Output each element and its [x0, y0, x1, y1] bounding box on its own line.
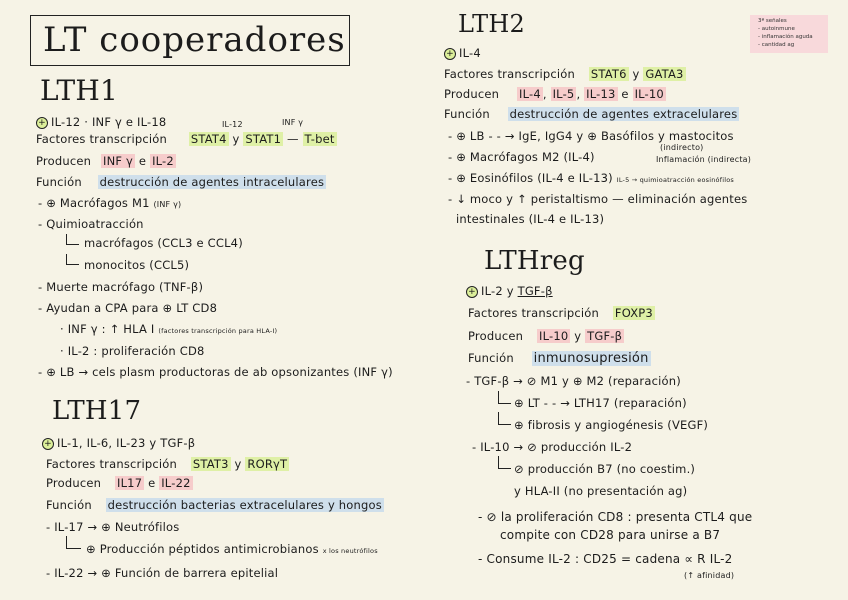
- lth2-bullet-cont: intestinales (IL-4 e IL-13): [456, 212, 605, 226]
- plus-icon: +: [42, 438, 54, 450]
- lthreg-produce-row: Producen IL-10 y TGF-β: [468, 329, 623, 343]
- lth1-tf2-note: INF γ: [282, 118, 304, 127]
- lth2-tf-row: Factores transcripción STAT6 y GATA3: [444, 67, 684, 81]
- title-box: [30, 15, 350, 66]
- lthreg-bullet: - ⊘ la proliferación CD8 : presenta CTL4 que: [478, 510, 753, 524]
- lth17-bullet: - IL-17 → ⊕ Neutrófilos: [46, 520, 180, 534]
- lth17-bullet: - IL-22 → ⊕ Función de barrera epitelial: [46, 566, 279, 580]
- lth1-sub-bullet: monocitos (CCL5): [84, 258, 190, 272]
- lth17-produce-row: Producen IL17 e IL-22: [46, 476, 191, 490]
- lthreg-sub-bullet: ⊘ producción B7 (no coestim.): [514, 462, 696, 476]
- note-line: 3ª señales: [758, 18, 787, 24]
- lth17-heading: LTH17: [52, 396, 142, 426]
- lth1-function-row: Función destrucción de agentes intracelulares: [36, 175, 325, 189]
- lth1-bullet: - Quimioatracción: [38, 217, 144, 231]
- note-line: - autoinmune: [758, 26, 795, 32]
- lth1-bullet: - ⊕ LB → cels plasm productoras de ab opsonizantes (INF γ): [38, 365, 393, 379]
- lth1-induce: + IL-12 · INF γ e IL-18: [36, 115, 166, 129]
- plus-icon: +: [444, 48, 456, 60]
- lthreg-bullet: - Consume IL-2 : CD25 = cadena ∝ R IL-2: [478, 552, 733, 566]
- branch-line: [498, 412, 511, 425]
- lth2-bullet-note: Inflamación (indirecta): [656, 155, 752, 164]
- lth1-bullet: - Muerte macrófago (TNF-β): [38, 280, 204, 294]
- branch-line: [498, 456, 511, 469]
- note-line: - inflamación aguda: [758, 34, 813, 40]
- branch-line: [498, 391, 511, 404]
- lth1-tf1-note: IL-12: [222, 120, 243, 129]
- branch-line: [66, 254, 79, 265]
- branch-line: [66, 536, 81, 549]
- lth2-bullet: - ⊕ Eosinófilos (IL-4 e IL-13) IL-5 → quimioatracción eosinófilos: [448, 171, 734, 185]
- sticky-note: [750, 15, 828, 53]
- lthreg-tf-row: Factores transcripción FOXP3: [468, 306, 653, 320]
- lthreg-function-row: Función inmunosupresión: [468, 351, 649, 366]
- lthreg-induce: + IL-2 y TGF-β: [466, 284, 553, 298]
- lth2-function-row: Función destrucción de agentes extracelulares: [444, 107, 738, 121]
- lthreg-bullet: - TGF-β → ⊘ M1 y ⊕ M2 (reparación): [466, 374, 681, 388]
- plus-icon: +: [36, 117, 48, 129]
- lth1-sub-bullet: · INF γ : ↑ HLA I (factores transcripción para HLA-I): [60, 322, 278, 336]
- lth2-bullet: - ⊕ LB - - → IgE, IgG4 y ⊕ Basófilos y mastocitos: [448, 129, 734, 143]
- lth2-bullet: - ↓ moco y ↑ peristaltismo — eliminación agentes: [448, 192, 748, 206]
- lth1-bullet: - Ayudan a CPA para ⊕ LT CD8: [38, 301, 218, 315]
- lth2-bullet-note: (indirecto): [660, 143, 704, 152]
- page-title: LT cooperadores: [43, 20, 346, 60]
- lthreg-bullet: - IL-10 → ⊘ producción IL-2: [472, 440, 633, 454]
- lth17-function-row: Función destrucción bacterias extracelulares y hongos: [46, 498, 382, 512]
- lth2-heading: LTH2: [458, 10, 525, 38]
- lthreg-sub-bullet: ⊕ fibrosis y angiogénesis (VEGF): [514, 418, 709, 432]
- lthreg-bullet-cont: compite con CD28 para unirse a B7: [500, 528, 721, 542]
- lth2-bullet: - ⊕ Macrófagos M2 (IL-4): [448, 150, 595, 164]
- lth2-produce-row: Producen IL-4 , IL-5 , IL-13 e IL-10: [444, 87, 664, 101]
- lth2-induce: + IL-4: [444, 46, 481, 60]
- lthreg-sub-bullet: y HLA-II (no presentación ag): [514, 484, 688, 498]
- note-line: - cantidad ag: [758, 42, 795, 48]
- lth1-tf-row: Factores transcripción STAT4 y STAT1 — T-bet: [36, 132, 335, 146]
- lth1-produce-row: Producen INF γ e IL-2: [36, 154, 174, 168]
- lth17-sub-bullet: ⊕ Producción péptidos antimicrobianos x los neutrófilos: [86, 542, 378, 556]
- lth1-sub-bullet: · IL-2 : proliferación CD8: [60, 344, 205, 358]
- lth1-sub-bullet: macrófagos (CCL3 e CCL4): [84, 236, 243, 250]
- lthreg-sub-bullet: ⊕ LT - - → LTH17 (reparación): [514, 396, 687, 410]
- branch-line: [66, 234, 79, 245]
- plus-icon: +: [466, 286, 478, 298]
- lthreg-heading: LTHreg: [484, 246, 585, 276]
- lth1-heading: LTH1: [40, 74, 119, 107]
- lth1-bullet: - ⊕ Macrófagos M1 (INF γ): [38, 196, 182, 210]
- lth17-tf-row: Factores transcripción STAT3 y RORγT: [46, 457, 288, 471]
- lthreg-bullet-note: (↑ afinidad): [684, 571, 735, 580]
- lth17-induce: + IL-1, IL-6, IL-23 y TGF-β: [42, 436, 195, 450]
